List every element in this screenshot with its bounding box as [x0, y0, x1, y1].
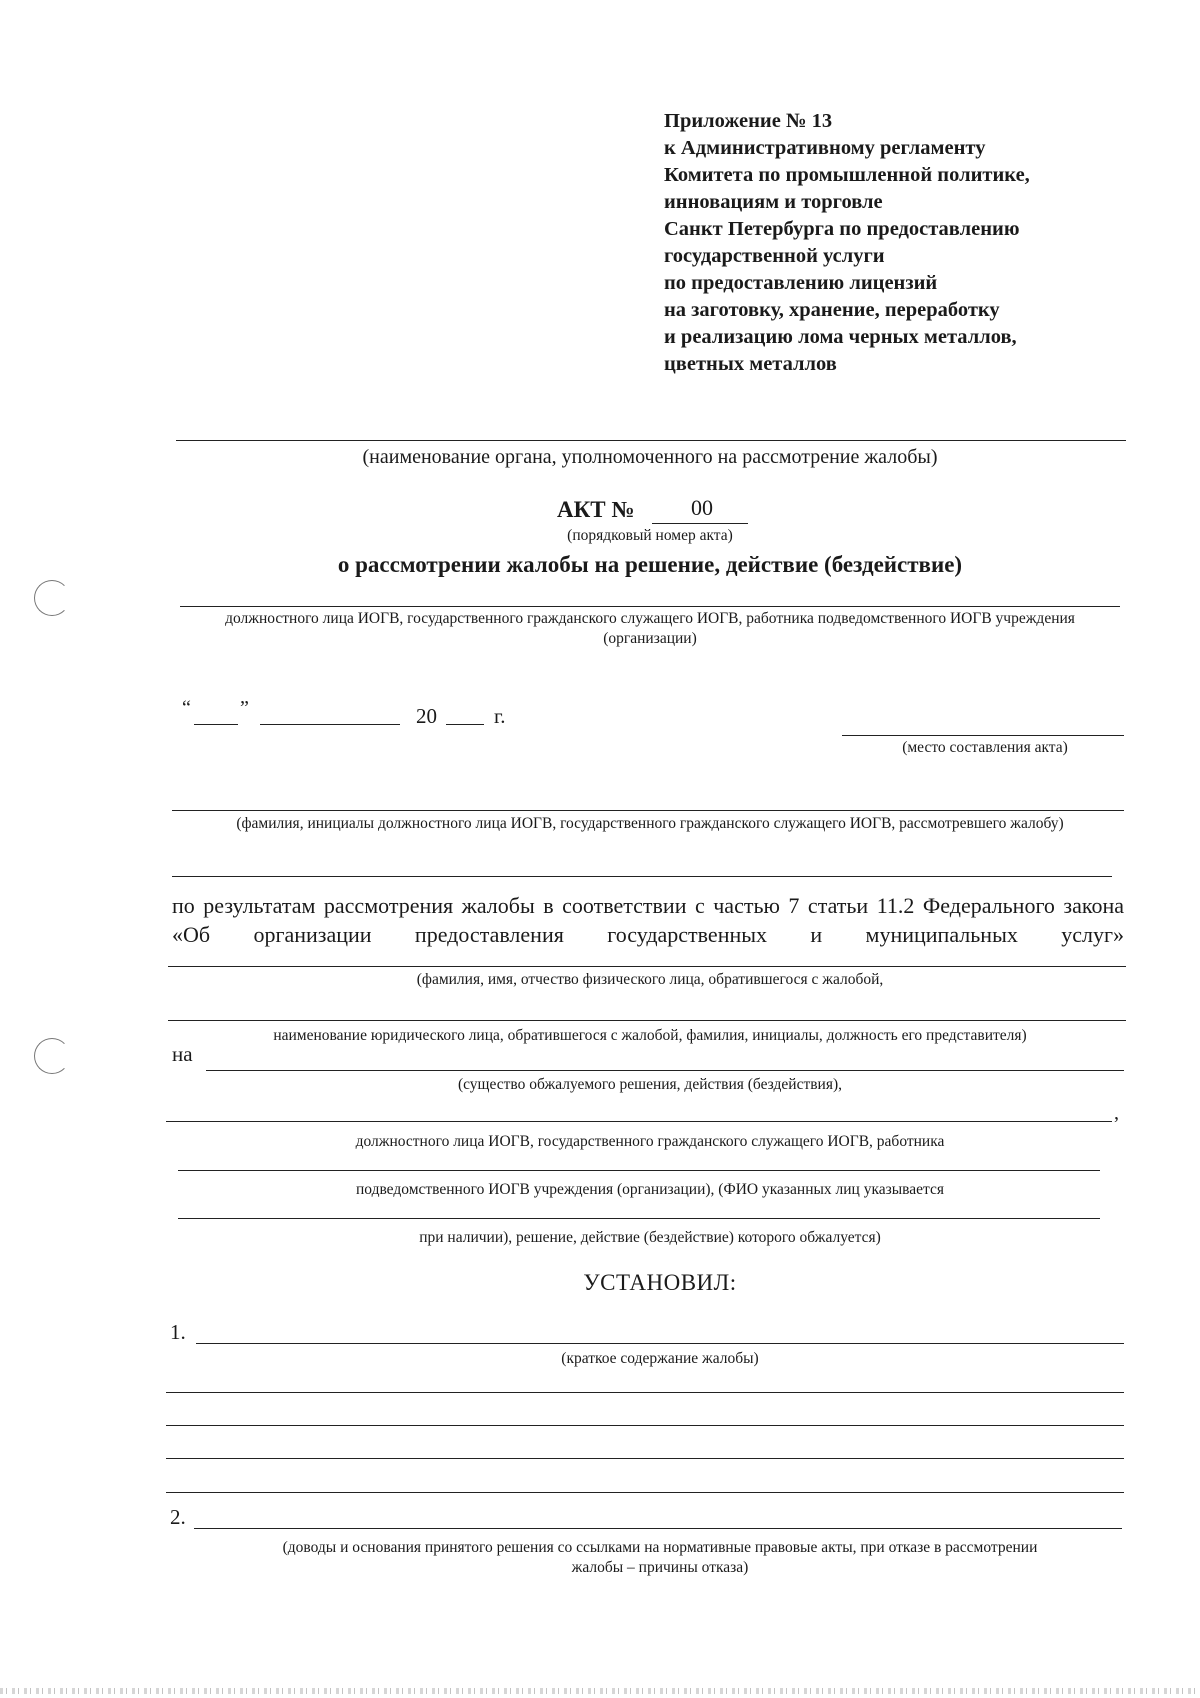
act-number[interactable]: 00	[691, 495, 713, 520]
place-line[interactable]	[842, 735, 1124, 736]
reasons-caption: (доводы и основания принятого решения со ссылками на нормативные правовые акты, при отказе в рассмотрении жалобы – причины отказа)	[282, 1539, 1038, 1576]
appendix-line: государственной услуги	[664, 245, 885, 267]
item-2-line[interactable]	[194, 1528, 1122, 1529]
appendix-line: Приложение № 13	[664, 110, 833, 132]
punch-hole-bottom	[34, 1038, 70, 1074]
na-label: на	[172, 1042, 193, 1066]
item-2-number: 2.	[170, 1505, 186, 1529]
legal-paragraph: по результатам рассмотрения жалобы в соответствии с частью 7 статьи 11.2 Федерального закона «Об организации предоставления государственных и муниципальных услуг»	[172, 893, 1124, 947]
scan-artifact-strip	[0, 1688, 1200, 1694]
subject-line[interactable]	[206, 1070, 1124, 1071]
subject-official-caption: должностного лица ИОГВ, государственного гражданского служащего ИОГВ, работника	[355, 1133, 945, 1150]
appendix-line: Комитета по промышленной политике,	[664, 164, 1030, 186]
summary-line-2[interactable]	[166, 1425, 1124, 1426]
date-day-line[interactable]	[194, 724, 238, 725]
date-year-suffix: г.	[494, 704, 506, 728]
appendix-line: Санкт Петербурга по предоставлению	[664, 218, 1020, 240]
date-year-line[interactable]	[446, 724, 484, 725]
act-number-caption: (порядковый номер акта)	[567, 527, 733, 544]
extra-line-1[interactable]	[172, 876, 1112, 877]
date-quote-close: ”	[240, 697, 249, 719]
act-number-line[interactable]	[652, 523, 748, 524]
appendix-line: по предоставлению лицензий	[664, 272, 938, 294]
appendix-header	[664, 108, 1030, 378]
official-caption: должностного лица ИОГВ, государственного гражданского служащего ИОГВ, работника подведомственного ИОГВ учреждения (организации)	[225, 610, 1075, 647]
established-heading: УСТАНОВИЛ:	[583, 1270, 737, 1295]
subject-comma: ,	[1114, 1102, 1119, 1124]
appendix-line: и реализацию лома черных металлов,	[664, 326, 1017, 348]
punch-hole-top	[34, 580, 70, 616]
date-quote-open: “	[182, 697, 191, 719]
appendix-line: цветных металлов	[664, 353, 837, 375]
official-line[interactable]	[180, 606, 1120, 607]
fio-official-caption: (фамилия, инициалы должностного лица ИОГВ, государственного гражданского служащего ИОГВ, рассмотревшего жалобу)	[236, 815, 1064, 832]
applicant-org-caption: наименование юридического лица, обратившегося с жалобой, фамилия, инициалы, должность его представителя)	[273, 1027, 1027, 1044]
organ-name-caption: (наименование органа, уполномоченного на рассмотрение жалобы)	[362, 446, 938, 468]
subject-caption: (существо обжалуемого решения, действия (бездействия),	[457, 1076, 843, 1093]
subject-official-line[interactable]	[166, 1121, 1112, 1122]
fio-official-line[interactable]	[172, 810, 1124, 811]
subject-org-caption: подведомственного ИОГВ учреждения (организации), (ФИО указанных лиц указывается	[355, 1181, 945, 1198]
applicant-person-caption: (фамилия, имя, отчество физического лица, обратившегося с жалобой,	[416, 971, 884, 988]
act-title: АКТ №	[557, 497, 635, 522]
summary-caption: (краткое содержание жалобы)	[561, 1350, 759, 1367]
subject-end-caption: при наличии), решение, действие (бездействие) которого обжалуется)	[419, 1229, 881, 1246]
item-1-number: 1.	[170, 1320, 186, 1344]
appendix-line: к Административному регламенту	[664, 137, 986, 159]
item-1-line[interactable]	[196, 1343, 1124, 1344]
appendix-line: на заготовку, хранение, переработку	[664, 299, 1000, 321]
act-subtitle: о рассмотрении жалобы на решение, действие (бездействие)	[337, 552, 963, 577]
applicant-org-line[interactable]	[168, 1020, 1126, 1021]
date-year-prefix: 20	[416, 704, 437, 728]
place-caption: (место составления акта)	[902, 739, 1068, 756]
subject-end-line[interactable]	[178, 1218, 1100, 1219]
summary-line-1[interactable]	[166, 1392, 1124, 1393]
date-month-line[interactable]	[260, 724, 400, 725]
organ-name-line[interactable]	[176, 440, 1126, 441]
applicant-person-line[interactable]	[168, 966, 1126, 967]
summary-line-3[interactable]	[166, 1458, 1124, 1459]
appendix-line: инновациям и торговле	[664, 191, 883, 213]
subject-org-line[interactable]	[178, 1170, 1100, 1171]
summary-line-4[interactable]	[166, 1492, 1124, 1493]
